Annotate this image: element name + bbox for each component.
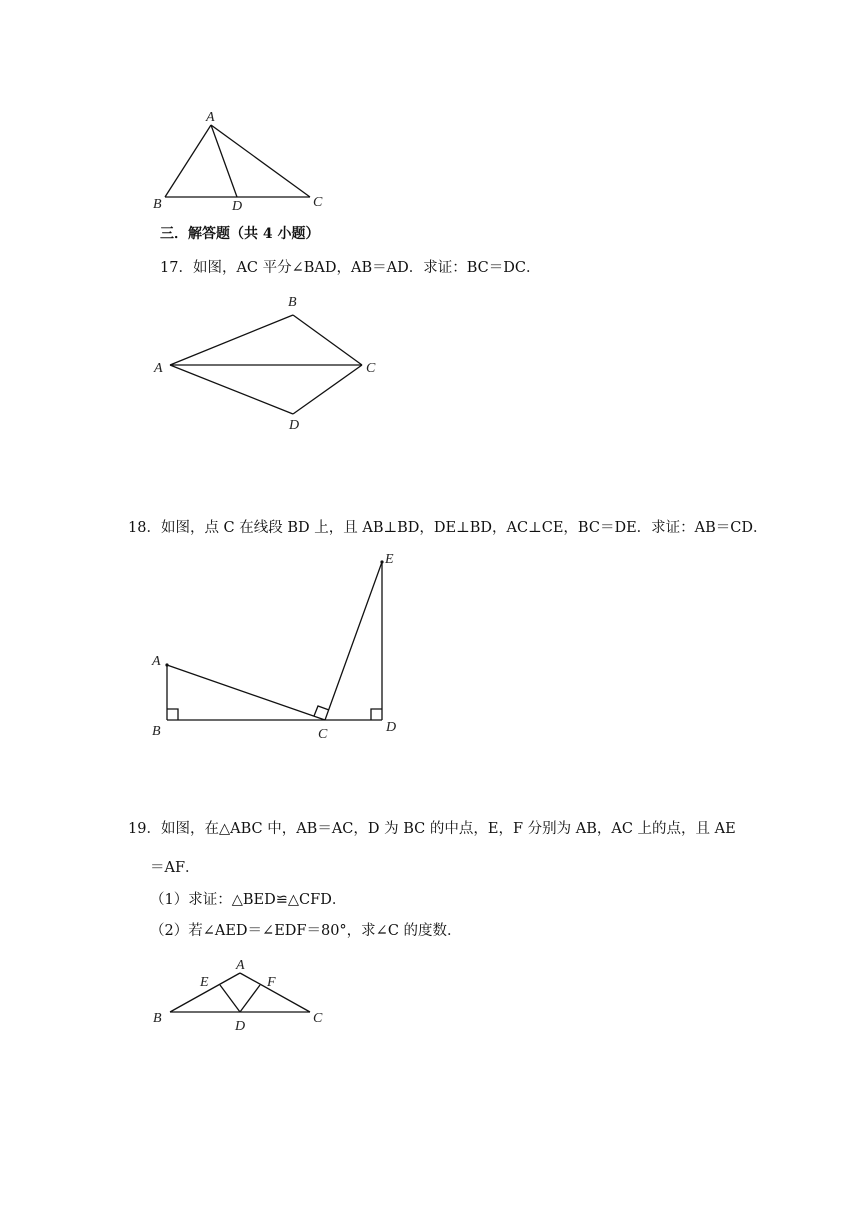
point-label-c: C bbox=[313, 1011, 323, 1026]
point-label-e: E bbox=[385, 552, 394, 567]
segment-ce bbox=[325, 562, 382, 720]
point-label-b: B bbox=[152, 724, 161, 739]
point-label-a: A bbox=[206, 110, 215, 125]
right-angle-diagram bbox=[0, 545, 860, 755]
point-label-d: D bbox=[232, 199, 243, 214]
point-label-b: B bbox=[153, 197, 162, 212]
point-label-c: C bbox=[313, 195, 323, 210]
point-label-f: F bbox=[267, 975, 276, 990]
figure-q16 bbox=[0, 0, 860, 224]
point-label-d: D bbox=[235, 1019, 246, 1034]
triangle-abc-diagram bbox=[0, 0, 860, 220]
right-angle-mark-b bbox=[167, 709, 178, 720]
point-label-c: C bbox=[318, 727, 328, 742]
point-label-e: E bbox=[200, 975, 209, 990]
point-label-d: D bbox=[289, 418, 300, 433]
segment-dc bbox=[293, 365, 362, 414]
figure-q17 bbox=[0, 290, 860, 444]
point-label-a: A bbox=[236, 958, 245, 973]
question-19-line2: ＝AF． bbox=[150, 860, 200, 876]
question-19-line1: 19．如图，在△ABC 中，AB＝AC，D 为 BC 的中点，E，F 分别为 AB，AC 上的点，且 AE bbox=[128, 821, 736, 837]
point-label-c: C bbox=[366, 361, 376, 376]
isosceles-triangle-diagram bbox=[0, 955, 860, 1045]
point-label-a: A bbox=[152, 654, 161, 669]
question-18-text: 18．如图，点 C 在线段 BD 上，且 AB⊥BD，DE⊥BD，AC⊥CE，BC＝DE．求证：AB＝CD． bbox=[128, 520, 768, 536]
segment-ad bbox=[211, 125, 237, 197]
segment-ab bbox=[170, 315, 293, 365]
question-19-part2: （2）若∠AED＝∠EDF＝80°，求∠C 的度数． bbox=[150, 923, 462, 939]
segment-ab bbox=[165, 125, 211, 197]
point-a bbox=[165, 663, 168, 666]
question-17-text: 17．如图，AC 平分∠BAD，AB＝AD．求证：BC＝DC． bbox=[160, 260, 541, 276]
point-label-a: A bbox=[154, 361, 163, 376]
point-e bbox=[380, 560, 383, 563]
figure-q18 bbox=[0, 545, 860, 759]
segment-ed bbox=[220, 985, 240, 1012]
segment-ad bbox=[170, 365, 293, 414]
segment-fd bbox=[240, 985, 260, 1012]
point-label-d: D bbox=[386, 720, 397, 735]
segment-bc bbox=[293, 315, 362, 365]
kite-abcd-diagram bbox=[0, 290, 860, 440]
question-19-part1: （1）求证：△BED≌△CFD． bbox=[150, 892, 347, 908]
point-label-b: B bbox=[153, 1011, 162, 1026]
segment-ac bbox=[167, 665, 325, 720]
segment-ac bbox=[211, 125, 310, 197]
figure-q19 bbox=[0, 955, 860, 1049]
right-angle-mark-d bbox=[371, 709, 382, 720]
section-heading: 三．解答题（共 4 小题） bbox=[160, 226, 320, 242]
point-label-b: B bbox=[288, 295, 297, 310]
